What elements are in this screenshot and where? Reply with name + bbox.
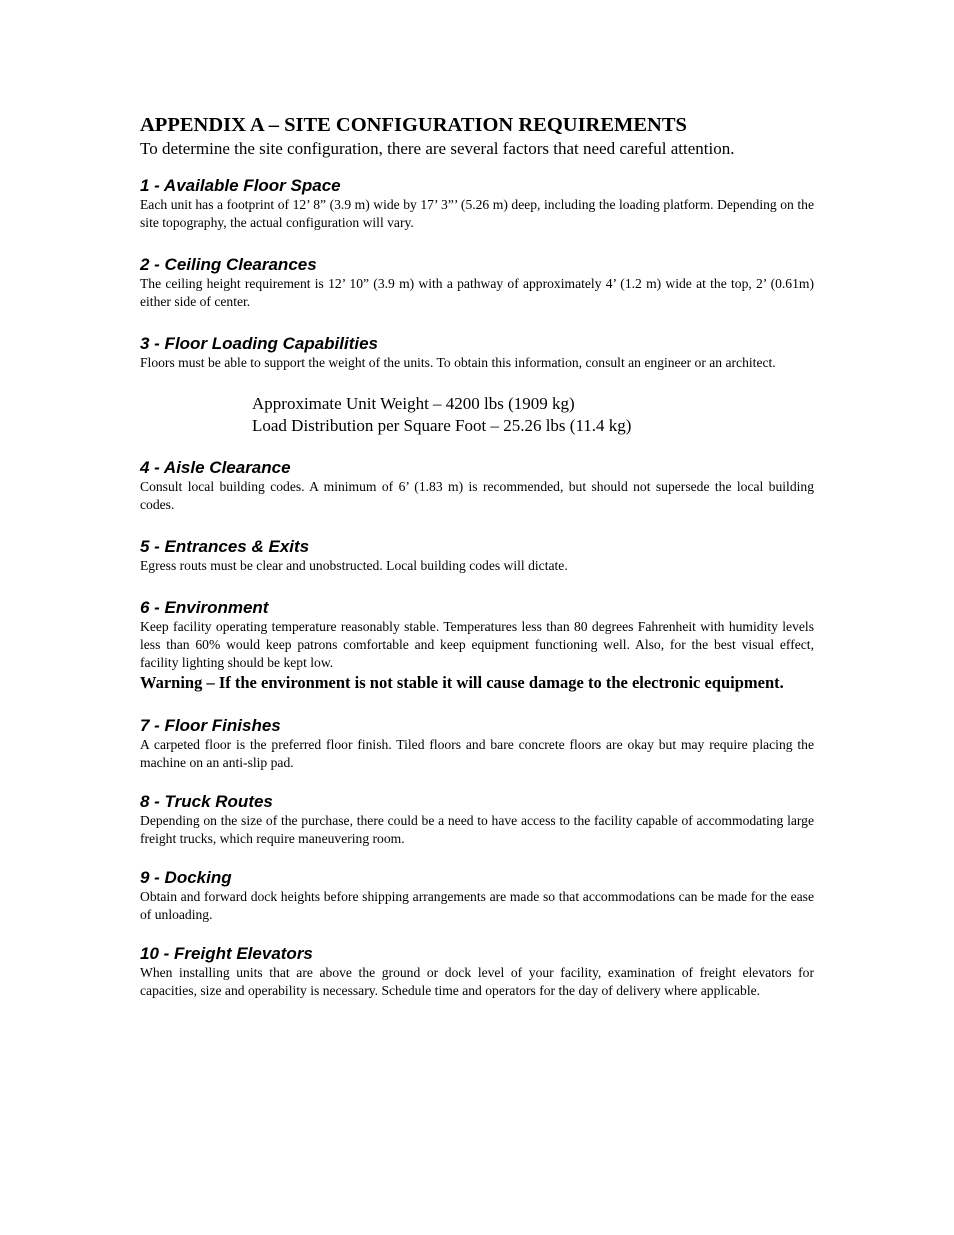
spec-block [140,393,814,437]
section-heading: 6 - Environment [140,598,269,617]
intro-paragraph: To determine the site configuration, there are several factors that need careful attention. [140,139,735,158]
document-page [140,112,814,1000]
section-body: Obtain and forward dock heights before shipping arrangements are made so that accommodations can be made for the ease of unloading. [140,889,814,922]
section-freight-elevators [140,943,814,1000]
section-heading: 8 - Truck Routes [140,792,273,811]
section-heading: 5 - Entrances & Exits [140,537,310,556]
section-body: Keep facility operating temperature reasonably stable. Temperatures less than 80 degrees Fahrenheit with humidity levels less than 60% would keep patrons comfortable and keep equipment functioning well. Also, for the best visual effect, facility lighting should be kept low. [140,619,814,670]
section-floor-space [140,175,814,232]
section-heading: 2 - Ceiling Clearances [140,255,317,274]
section-entrances-exits [140,536,814,575]
section-heading: 10 - Freight Elevators [140,944,313,963]
section-body: When installing units that are above the ground or dock level of your facility, examination of freight elevators for capacities, size and operability is necessary. Schedule time and operators for the day of delivery where applicable. [140,965,814,998]
section-truck-routes [140,791,814,848]
spec-unit-weight: Approximate Unit Weight – 4200 lbs (1909 kg) [252,394,575,413]
section-heading: 4 - Aisle Clearance [140,458,291,477]
section-body: The ceiling height requirement is 12’ 10” (3.9 m) with a pathway of approximately 4’ (1.2 m) wide at the top, 2’ (0.61m) either side of center. [140,276,814,309]
section-body: Consult local building codes. A minimum of 6’ (1.83 m) is recommended, but should not supersede the local building codes. [140,479,814,512]
section-body: Floors must be able to support the weight of the units. To obtain this information, consult an engineer or an architect. [140,355,776,370]
warning-text: Warning – If the environment is not stable it will cause damage to the electronic equipment. [140,673,784,692]
section-heading: 9 - Docking [140,868,232,887]
page-title: APPENDIX A – SITE CONFIGURATION REQUIREMENTS [140,114,687,136]
section-heading: 7 - Floor Finishes [140,716,281,735]
spec-load-distribution: Load Distribution per Square Foot – 25.26 lbs (11.4 kg) [252,416,632,435]
section-body: Depending on the size of the purchase, there could be a need to have access to the facility capable of accommodating large freight trucks, which require maneuvering room. [140,813,814,846]
section-heading: 1 - Available Floor Space [140,176,341,195]
section-ceiling-clearances [140,254,814,311]
section-aisle-clearance [140,457,814,514]
section-body: A carpeted floor is the preferred floor finish. Tiled floors and bare concrete floors are okay but may require placing the machine on an anti-slip pad. [140,737,814,770]
section-body: Each unit has a footprint of 12’ 8” (3.9 m) wide by 17’ 3”’ (5.26 m) deep, including the loading platform. Depending on the site topography, the actual configuration will vary. [140,197,814,230]
section-docking [140,867,814,924]
section-environment [140,597,814,694]
section-floor-loading [140,333,814,437]
section-heading: 3 - Floor Loading Capabilities [140,334,379,353]
section-floor-finishes [140,715,814,772]
section-body: Egress routs must be clear and unobstructed. Local building codes will dictate. [140,558,568,573]
